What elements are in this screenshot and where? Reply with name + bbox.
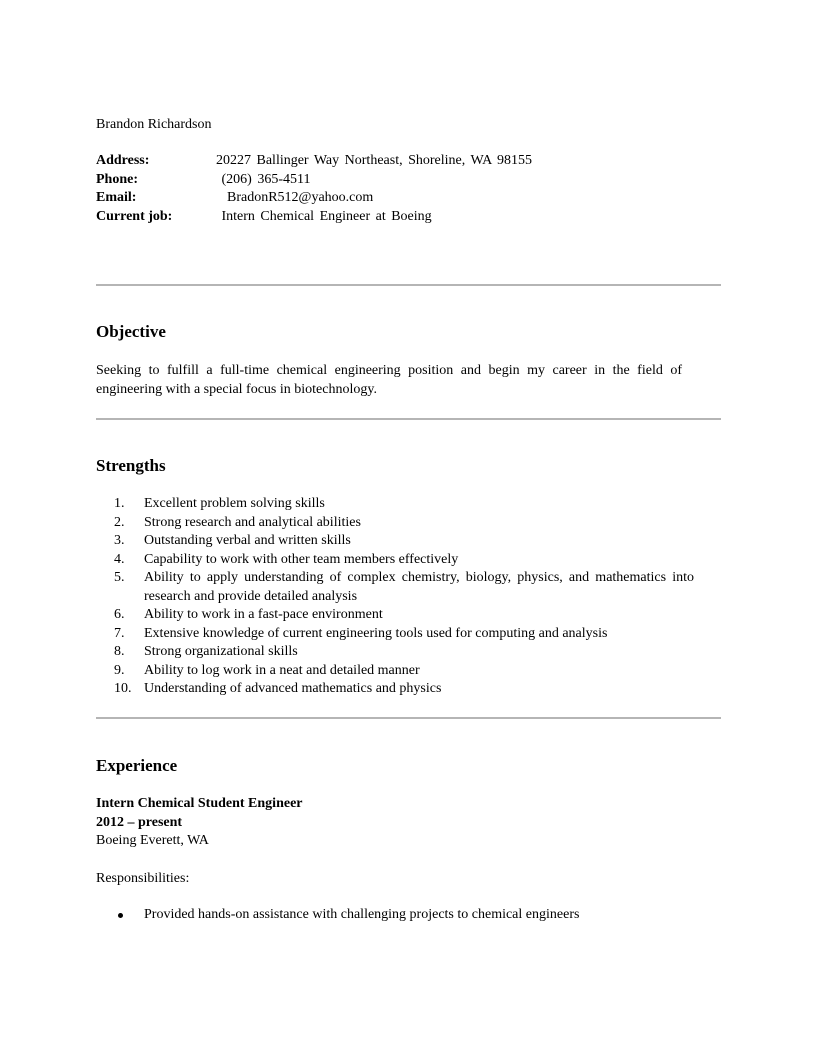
list-item [96, 625, 696, 644]
contact-block [96, 152, 716, 226]
list-number: 4. [114, 551, 125, 567]
list-item-text: Ability to log work in a neat and detailed manner [144, 662, 420, 678]
list-item [96, 906, 696, 925]
phone-value: (206) 365-4511 [216, 171, 311, 187]
applicant-name: Brandon Richardson [96, 117, 212, 132]
list-number: 9. [114, 662, 125, 678]
list-number: 10. [114, 681, 132, 696]
contact-row-address [96, 152, 716, 171]
list-item-text: Excellent problem solving skills [144, 496, 325, 511]
list-number: 5. [114, 570, 125, 585]
list-item-text: Outstanding verbal and written skills [144, 533, 351, 548]
list-item-text: Provided hands-on assistance with challenging projects to chemical engineers [144, 907, 580, 922]
contact-row-phone [96, 171, 716, 190]
list-item [96, 551, 696, 570]
responsibilities-label: Responsibilities: [96, 871, 190, 886]
list-item [96, 606, 696, 625]
list-item-text: Ability to apply understanding of complex chemistry, biology, physics, and mathematics into research and provide detailed analysis [144, 570, 694, 604]
strengths-heading: Strengths [96, 456, 166, 475]
list-item-text: Understanding of advanced mathematics and physics [144, 681, 442, 696]
email-label: Email: [96, 190, 137, 205]
objective-heading: Objective [96, 322, 166, 341]
list-item-text: Capability to work with other team members effectively [144, 551, 459, 567]
list-item-text: Strong organizational skills [144, 644, 298, 659]
current-job-label: Current job: [96, 208, 173, 224]
bullet-icon [96, 906, 144, 925]
section-divider [96, 284, 721, 286]
list-item-text: Ability to work in a fast-pace environment [144, 607, 383, 622]
job-dates: 2012 – present [96, 815, 183, 830]
phone-label: Phone: [96, 171, 138, 187]
experience-heading: Experience [96, 756, 178, 775]
section-divider [96, 717, 721, 719]
list-item [96, 680, 696, 699]
current-job-value: Intern Chemical Engineer at Boeing [216, 208, 432, 224]
list-number: 3. [114, 533, 125, 548]
list-item-text: Strong research and analytical abilities [144, 514, 361, 530]
list-number: 6. [114, 607, 125, 622]
responsibilities-list [96, 906, 696, 925]
list-number: 7. [114, 625, 125, 641]
objective-text: Seeking to fulfill a full-time chemical engineering position and begin my career in the field of engineering with a special focus in biotechnology. [96, 363, 682, 397]
list-item [96, 643, 696, 662]
list-item [96, 532, 696, 551]
list-number: 2. [114, 514, 125, 530]
list-number: 1. [114, 496, 125, 511]
job-employer: Boeing Everett, WA [96, 833, 209, 848]
list-item [96, 495, 696, 514]
contact-row-current-job [96, 208, 716, 227]
strengths-list [96, 495, 696, 699]
list-item [96, 514, 696, 533]
list-item-text: Extensive knowledge of current engineering tools used for computing and analysis [144, 625, 608, 641]
address-value: 20227 Ballinger Way Northeast, Shoreline, WA 98155 [216, 153, 532, 168]
section-divider [96, 418, 721, 420]
contact-row-email [96, 189, 716, 208]
address-label: Address: [96, 153, 150, 168]
email-value: BradonR512@yahoo.com [216, 190, 374, 205]
job-title: Intern Chemical Student Engineer [96, 796, 303, 811]
list-number: 8. [114, 644, 125, 659]
list-item [96, 569, 696, 606]
list-item [96, 662, 696, 681]
